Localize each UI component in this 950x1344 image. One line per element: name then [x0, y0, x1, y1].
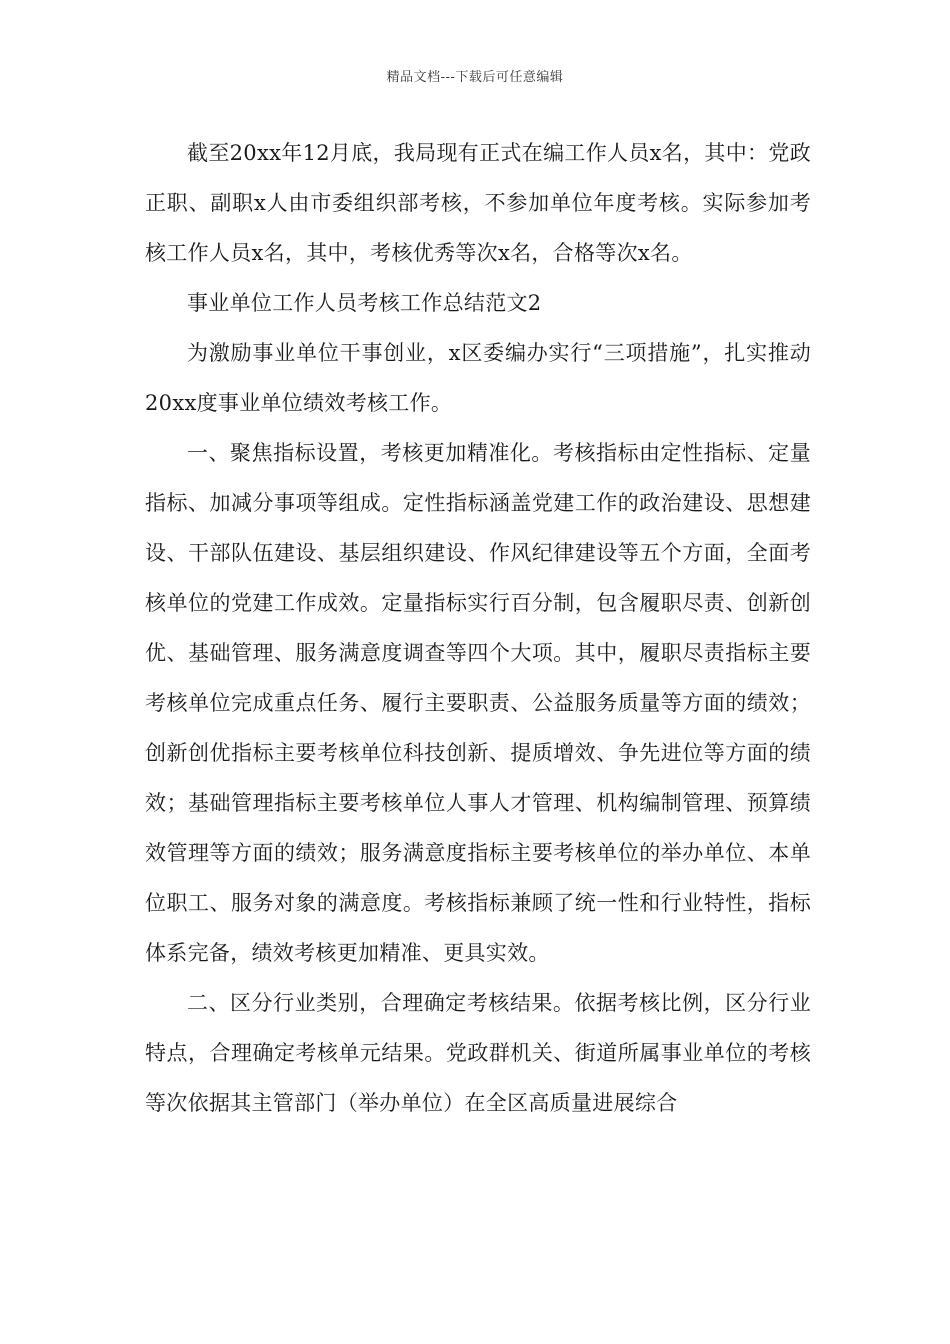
page-header: 精品文档---下载后可任意编辑 [386, 70, 564, 85]
section-title: 事业单位工作人员考核工作总结范文2 [187, 291, 542, 315]
paragraph-point-one: 一、聚焦指标设置，考核更加精准化。考核指标由定性指标、定量指标、加减分事项等组成。定性指标涵盖党建工作的政治建设、思想建设、干部队伍建设、基层组织建设、作风纪律建设等五个方面，全面考核单位的党建工作成效。定量指标实行百分制，包含履职尽责、创新创优、基础管理、服务满意度调查等四个大项。其中，履职尽责指标主要考核单位完成重点任务、履行主要职责、公益服务质量等方面的绩效；创新创优指标主要考核单位科技创新、提质增效、争先进位等方面的绩效；基础管理指标主要考核单位人事人才管理、机构编制管理、预算绩效管理等方面的绩效；服务满意度指标主要考核单位的举办单位、本单位职工、服务对象的满意度。考核指标兼顾了统一性和行业特性，指标体系完备，绩效考核更加精准、更具实效。 [145, 441, 811, 965]
paragraph-staff-summary: 截至20xx年12月底，我局现有正式在编工作人员x名，其中：党政正职、副职x人由市委组织部考核，不参加单位年度考核。实际参加考核工作人员x名，其中，考核优秀等次x名，合格等次x名。 [145, 141, 811, 265]
document-body [145, 128, 811, 1128]
paragraph-point-two: 二、区分行业类别，合理确定考核结果。依据考核比例，区分行业特点，合理确定考核单元结果。党政群机关、街道所属事业单位的考核等次依据其主管部门（举办单位）在全区高质量进展综合 [145, 991, 811, 1115]
paragraph-intro: 为激励事业单位干事创业，x区委编办实行“三项措施”，扎实推动20xx度事业单位绩效考核工作。 [145, 341, 811, 415]
